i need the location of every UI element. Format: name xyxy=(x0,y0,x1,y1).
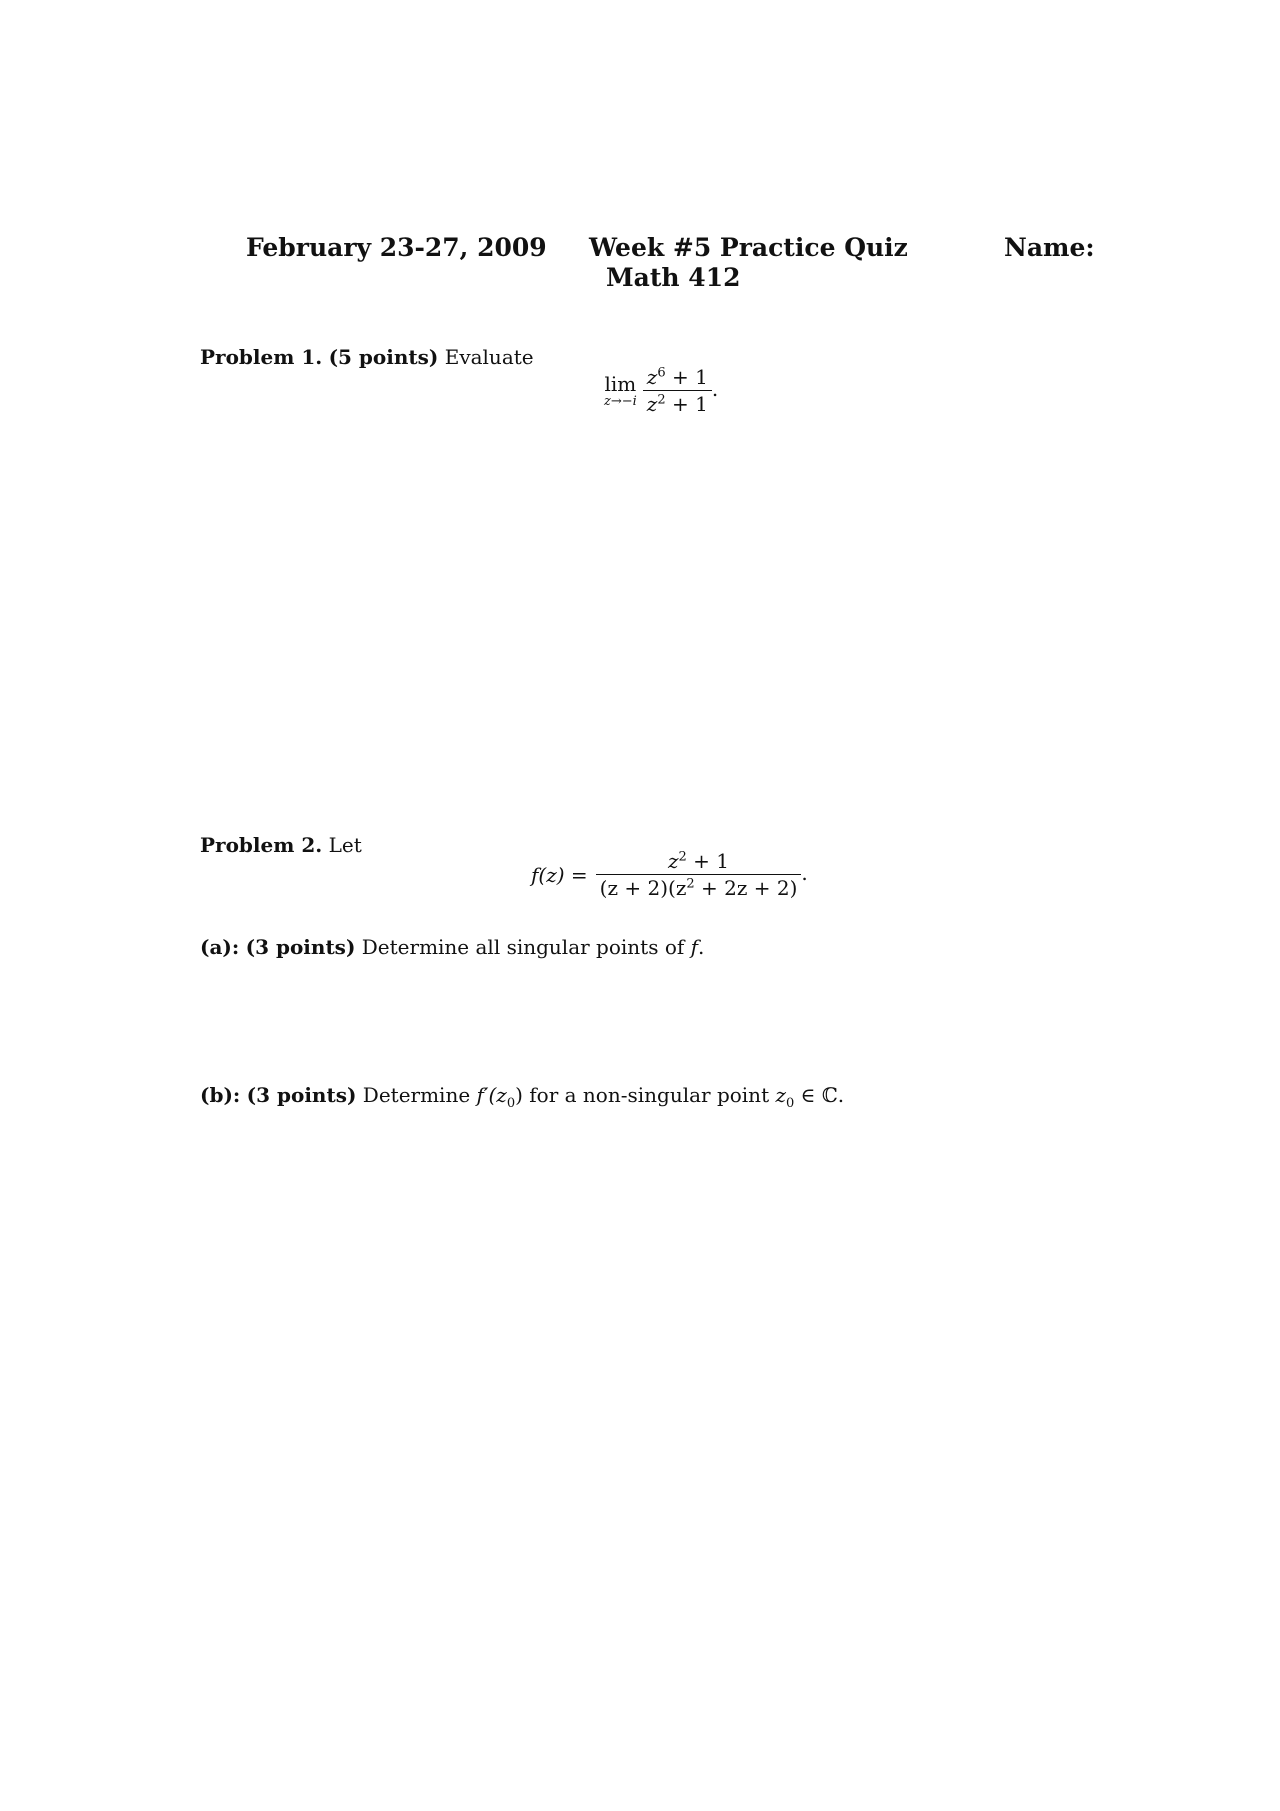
part-b-points: (3 points) xyxy=(246,1083,357,1107)
part-a-end: . xyxy=(698,935,705,959)
part-b-func-close: ) xyxy=(515,1083,523,1107)
f-denominator-exponent: 2 xyxy=(686,876,695,892)
part-a-var: f xyxy=(690,935,699,959)
part-b-text: Determine xyxy=(356,1083,477,1107)
limit-fraction xyxy=(643,366,712,415)
denominator-rest: + 1 xyxy=(665,392,708,416)
function-fraction xyxy=(596,850,802,899)
problem-2-function-definition xyxy=(531,850,808,899)
problem-2-statement xyxy=(200,832,362,858)
problem-1-statement xyxy=(200,344,534,370)
limit-word: lim xyxy=(604,371,637,396)
part-b-label: (b): xyxy=(200,1083,241,1107)
limit-subscript: z→−i xyxy=(604,393,637,409)
part-a-text: Determine all singular points of xyxy=(355,935,691,959)
function-denominator xyxy=(596,875,802,899)
header-date: February 23-27, 2009 xyxy=(246,233,547,262)
function-lhs: f(z) = xyxy=(531,862,588,887)
part-b-func-sub: 0 xyxy=(506,1096,516,1111)
numerator-exponent: 6 xyxy=(657,365,666,381)
numerator-var: z xyxy=(646,365,658,389)
denominator-exponent: 2 xyxy=(657,392,666,408)
problem-1-limit-expression xyxy=(604,366,718,415)
part-a-label: (a): xyxy=(200,935,240,959)
limit-denominator xyxy=(643,391,712,415)
limit-operator xyxy=(604,373,637,409)
denominator-var: z xyxy=(646,392,658,416)
problem-2-label: Problem 2. xyxy=(200,833,323,857)
f-numerator-rest: + 1 xyxy=(686,849,730,873)
header-name-label: Name: xyxy=(1004,233,1095,262)
f-denominator-part-a: (z + 2)(z xyxy=(599,876,687,900)
part-b-text2: for a non-singular point xyxy=(522,1083,776,1107)
limit-numerator xyxy=(643,366,712,390)
function-period: . xyxy=(801,861,808,885)
part-b-func: f′(z xyxy=(476,1083,507,1107)
problem-1-label: Problem 1. xyxy=(200,345,323,369)
f-denominator-part-b: + 2z + 2) xyxy=(694,876,798,900)
problem-1-points: (5 points) xyxy=(328,345,439,369)
part-a-points: (3 points) xyxy=(245,935,356,959)
f-numerator-var: z xyxy=(668,849,679,873)
part-b-set: ∈ ℂ. xyxy=(794,1083,845,1107)
header-course: Math 412 xyxy=(606,263,741,292)
f-numerator-exponent: 2 xyxy=(678,849,687,865)
part-b-point: z xyxy=(775,1083,787,1107)
problem-1-text: Evaluate xyxy=(438,345,534,369)
limit-period: . xyxy=(711,377,719,401)
header-title: Week #5 Practice Quiz xyxy=(589,233,908,262)
function-numerator xyxy=(596,850,802,874)
part-b-point-sub: 0 xyxy=(786,1096,795,1111)
numerator-rest: + 1 xyxy=(665,365,708,389)
problem-2-part-b xyxy=(200,1082,845,1111)
problem-2-text: Let xyxy=(322,833,362,857)
problem-2-part-a xyxy=(200,934,704,960)
